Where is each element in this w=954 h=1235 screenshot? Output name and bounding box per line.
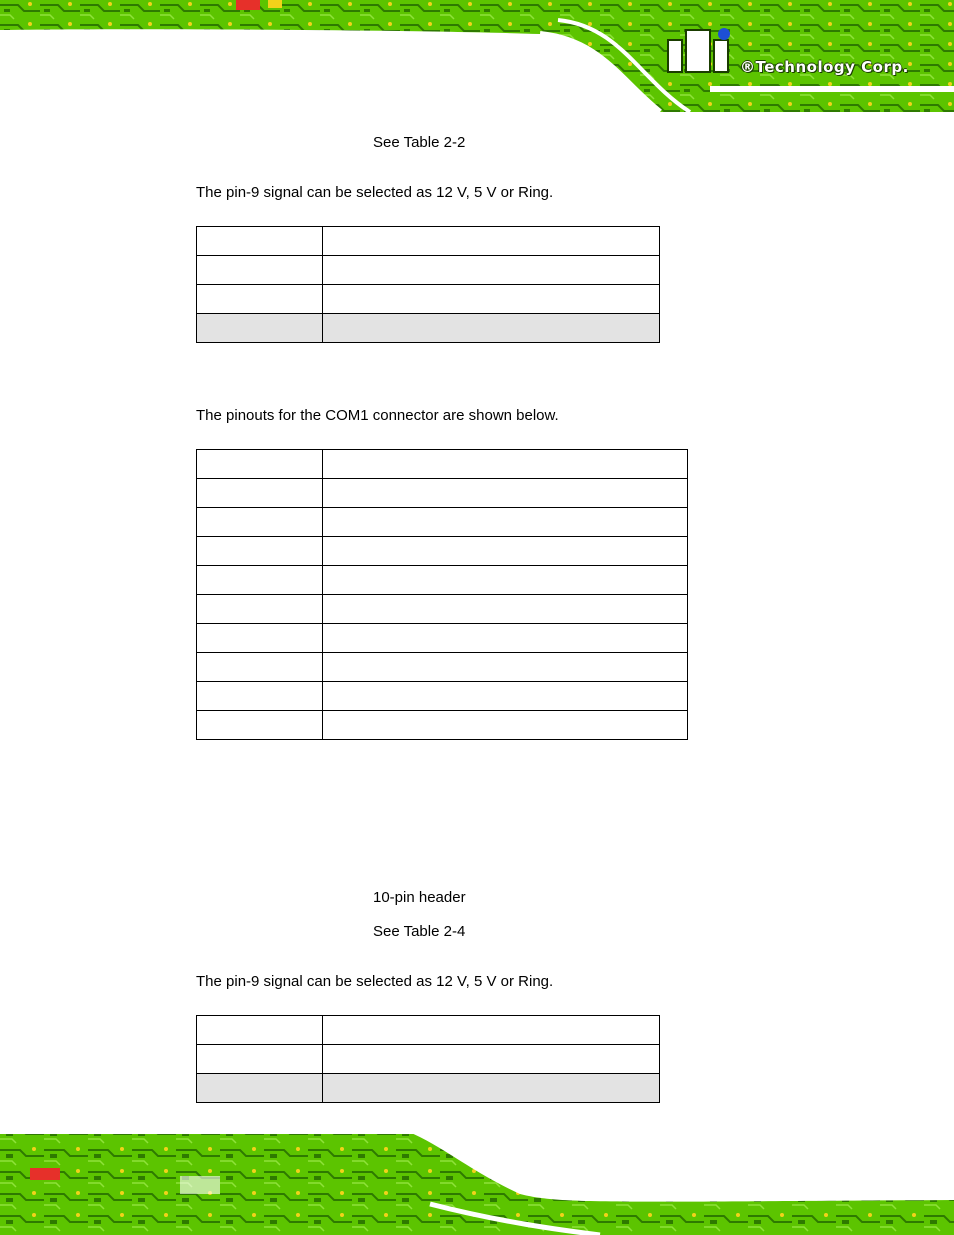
table-row [197, 1045, 660, 1074]
table-row [197, 508, 688, 537]
brand-name: ®Technology Corp. [740, 58, 909, 76]
table-row [197, 1074, 660, 1103]
table-row [197, 711, 688, 740]
table-row [197, 256, 660, 285]
table-reference: See Table 2-4 [373, 923, 466, 940]
table-row [197, 624, 688, 653]
pin9-note: The pin-9 signal can be selected as 12 V, 5 V or Ring. [196, 184, 554, 201]
connector-type: 10-pin header [373, 889, 466, 906]
table-row [197, 314, 660, 343]
table-row [197, 285, 660, 314]
com1-pinouts-table [196, 449, 688, 740]
table-row [197, 653, 688, 682]
table-row [197, 227, 660, 256]
table-row [197, 450, 688, 479]
iei-logo [664, 26, 924, 86]
table-row [197, 682, 688, 711]
jumper-settings-table [196, 226, 660, 343]
pin9-note: The pin-9 signal can be selected as 12 V, 5 V or Ring. [196, 973, 554, 990]
circuit-board-graphic [0, 1122, 954, 1235]
table-row [197, 595, 688, 624]
pinouts-intro: The pinouts for the COM1 connector are shown below. [196, 407, 559, 424]
footer-banner [0, 1122, 954, 1235]
table-row [197, 1016, 660, 1045]
iei-logo-mark [664, 26, 744, 76]
table-reference: See Table 2-2 [373, 134, 466, 151]
jumper-settings-table [196, 1015, 660, 1103]
table-row [197, 566, 688, 595]
table-row [197, 479, 688, 508]
table-row [197, 537, 688, 566]
